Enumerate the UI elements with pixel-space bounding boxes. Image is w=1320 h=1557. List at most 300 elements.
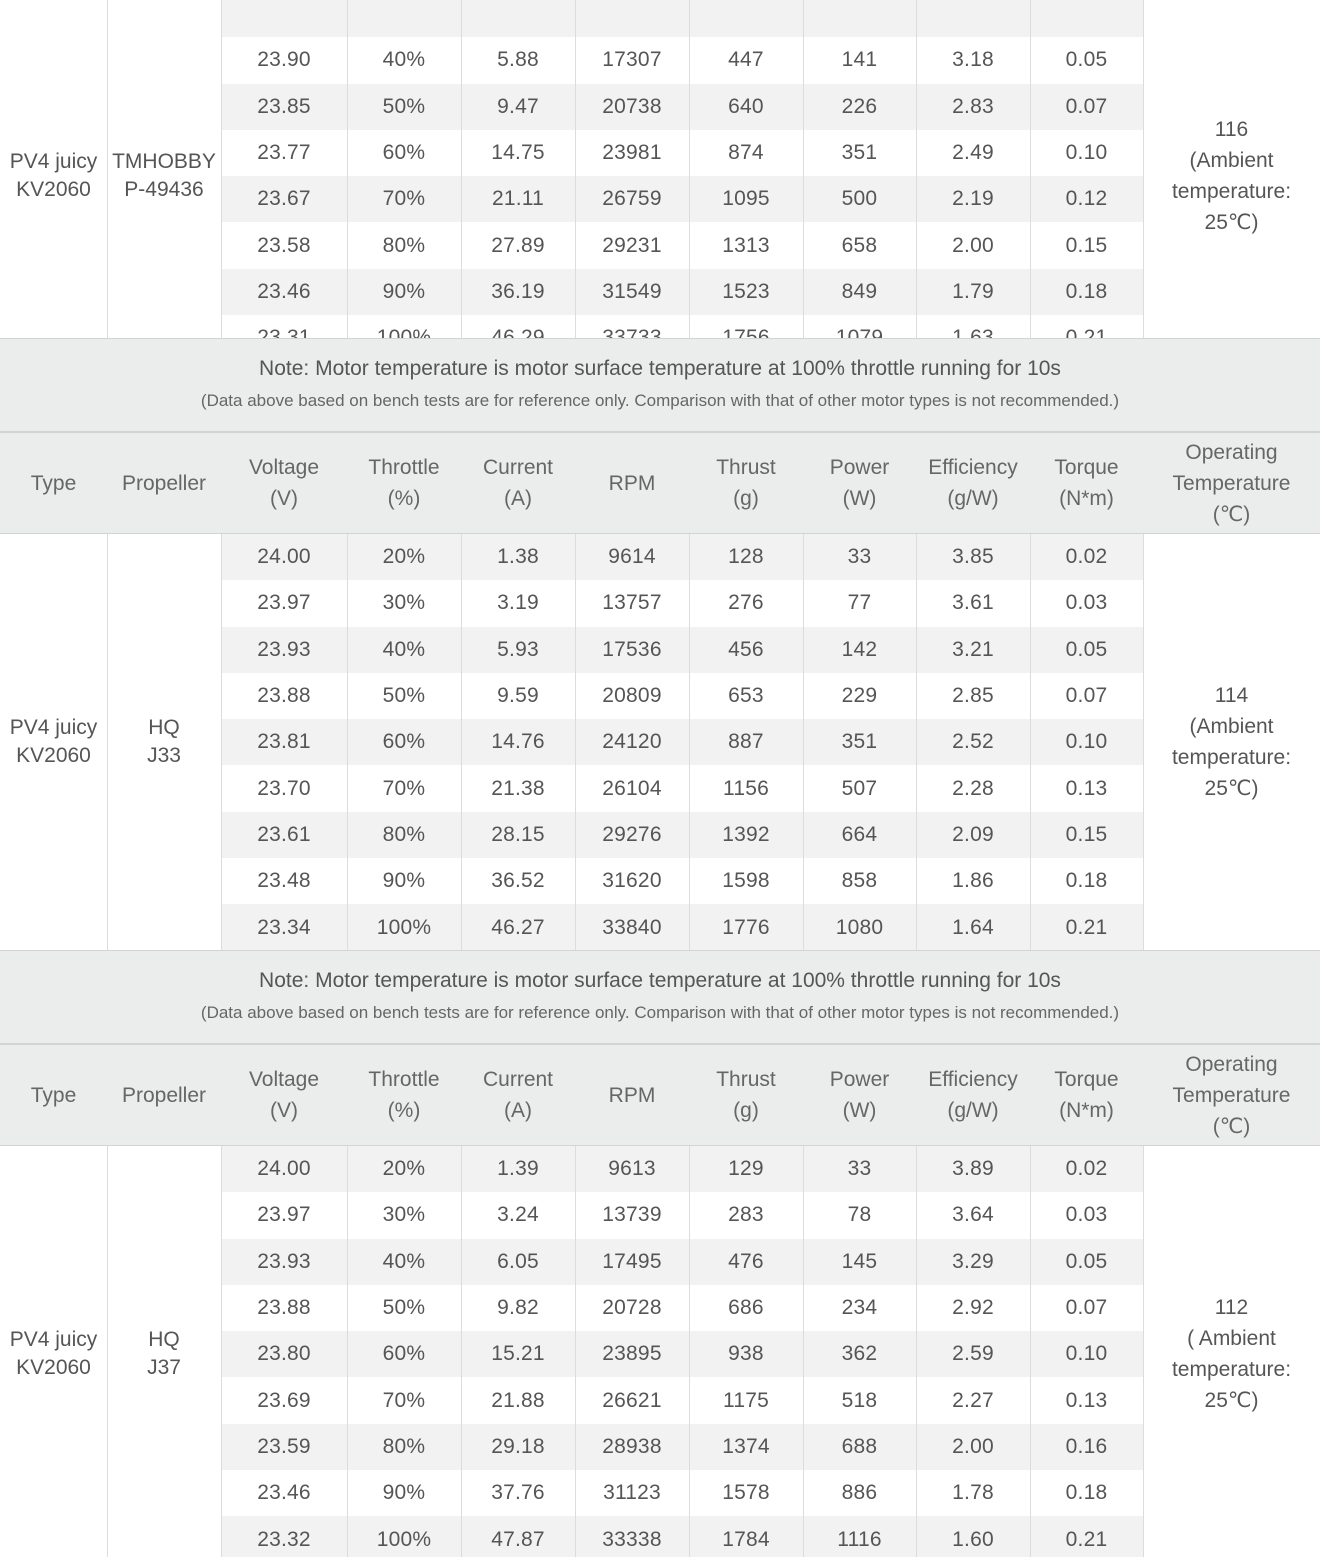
table-cell <box>347 534 461 580</box>
column-header <box>803 433 916 533</box>
column-divider <box>803 0 804 361</box>
table-cell <box>575 904 689 950</box>
cell-text: 229 <box>841 684 878 708</box>
column-header <box>575 1045 689 1145</box>
cell-text: 23.85 <box>257 94 311 118</box>
cell-text: 17495 <box>602 1249 662 1273</box>
cell-text: Operating Temperature (℃) <box>1172 1052 1291 1138</box>
table-cell <box>575 1239 689 1285</box>
column-header <box>575 433 689 533</box>
cell-text: 46.27 <box>491 915 545 939</box>
table-cell <box>689 766 803 812</box>
table-cell <box>803 1146 916 1192</box>
cell-text: 507 <box>841 776 878 800</box>
column-header <box>461 1045 575 1145</box>
table-cell <box>916 130 1030 176</box>
cell-text: Thrust (g) <box>716 1068 776 1122</box>
table-cell <box>575 1331 689 1377</box>
table-cell <box>1030 904 1143 950</box>
cell-text: 2.92 <box>952 1296 994 1320</box>
table-cell <box>461 176 575 222</box>
cell-text: 78 <box>847 1203 872 1227</box>
cell-text: PV4 juicy KV2060 <box>9 716 98 768</box>
cell-text: 500 <box>841 187 878 211</box>
table-cell <box>221 766 347 812</box>
table-cell <box>461 534 575 580</box>
table-cell <box>1030 1331 1143 1377</box>
column-header <box>461 433 575 533</box>
cell-text: 1.38 <box>497 545 539 569</box>
cell-text: 0.07 <box>1065 1296 1108 1320</box>
cell-text: 9614 <box>608 545 656 569</box>
cell-text: 80% <box>382 233 426 257</box>
cell-text: 70% <box>382 1388 426 1412</box>
table-cell <box>1030 176 1143 222</box>
table-cell <box>461 130 575 176</box>
table-cell <box>461 858 575 904</box>
table-cell <box>803 904 916 950</box>
table-cell <box>1030 1239 1143 1285</box>
column-header <box>107 433 221 533</box>
table-cell <box>803 223 916 269</box>
cell-text: 2.19 <box>952 187 994 211</box>
table-cell <box>575 1378 689 1424</box>
table-cell <box>461 1192 575 1238</box>
table-cell <box>1030 1424 1143 1470</box>
table-cell <box>221 627 347 673</box>
data-block <box>0 1146 1320 1557</box>
cell-text: 0.15 <box>1065 822 1108 846</box>
cell-text: 3.29 <box>952 1249 994 1273</box>
cell-text: 23895 <box>602 1342 662 1366</box>
cell-text: 2.59 <box>952 1342 994 1366</box>
cell-text: Operating Temperature (℃) <box>1172 440 1291 526</box>
table-cell <box>221 1285 347 1331</box>
cell-text: 100% <box>376 915 432 939</box>
table-cell <box>689 0 803 37</box>
cell-text: 40% <box>382 48 426 72</box>
cell-text: 1784 <box>722 1527 770 1551</box>
table-cell <box>1030 673 1143 719</box>
table-cell <box>461 84 575 130</box>
cell-text: 21.11 <box>492 187 544 211</box>
table-cell <box>1030 1285 1143 1331</box>
cell-text: 2.09 <box>952 822 994 846</box>
column-divider <box>461 534 462 951</box>
note-text: Note: Motor temperature is motor surface temperature at 100% throttle running for 10s <box>259 969 1061 992</box>
table-cell <box>347 1424 461 1470</box>
table-cell <box>916 673 1030 719</box>
column-header <box>916 1045 1030 1145</box>
cell-text: 33338 <box>602 1527 662 1551</box>
cell-text: 0.21 <box>1065 1527 1108 1551</box>
cell-text: 26759 <box>602 187 662 211</box>
cell-text: 23.58 <box>257 233 311 257</box>
cell-text: 886 <box>841 1481 878 1505</box>
cell-text: 50% <box>382 1296 426 1320</box>
table-cell <box>1030 534 1143 580</box>
table-cell <box>347 580 461 626</box>
cell-text: 2.83 <box>952 94 994 118</box>
table-cell <box>347 766 461 812</box>
table-cell <box>221 37 347 83</box>
table-cell <box>461 627 575 673</box>
column-divider <box>575 1146 576 1557</box>
cell-text: 3.18 <box>952 48 994 72</box>
cell-text: 0.13 <box>1065 776 1108 800</box>
cell-text: Current (A) <box>482 456 554 510</box>
table-cell <box>221 1378 347 1424</box>
table-cell <box>689 1239 803 1285</box>
table-cell <box>575 1424 689 1470</box>
column-divider <box>1030 534 1031 951</box>
table-cell <box>347 1146 461 1192</box>
table-cell <box>1030 269 1143 315</box>
column-divider <box>803 534 804 951</box>
cell-text: 23.93 <box>257 637 311 661</box>
table-cell <box>689 627 803 673</box>
table-cell <box>347 673 461 719</box>
column-divider <box>689 1146 690 1557</box>
cell-text: RPM <box>608 471 656 495</box>
table-cell <box>1030 812 1143 858</box>
table-cell <box>347 0 461 37</box>
column-divider <box>347 0 348 361</box>
cell-text: 5.93 <box>497 637 539 661</box>
table-cell <box>221 0 347 37</box>
table-cell <box>1030 1378 1143 1424</box>
motor-type-cell <box>0 0 107 361</box>
cell-text: 6.05 <box>497 1249 539 1273</box>
table-cell <box>916 84 1030 130</box>
cell-text: 13757 <box>602 591 662 615</box>
cell-text: Type <box>30 1083 77 1107</box>
cell-text: 9613 <box>608 1157 656 1181</box>
table-cell <box>689 176 803 222</box>
cell-text: 23.48 <box>257 869 311 893</box>
cell-text: 90% <box>382 279 426 303</box>
column-divider <box>803 1146 804 1557</box>
table-cell <box>575 1146 689 1192</box>
cell-text: 3.19 <box>497 591 539 615</box>
table-cell <box>1030 580 1143 626</box>
cell-text: 3.24 <box>497 1203 539 1227</box>
table-cell <box>689 223 803 269</box>
cell-text: 21.38 <box>491 776 545 800</box>
cell-text: 21.88 <box>491 1388 545 1412</box>
cell-text: 23.67 <box>257 187 311 211</box>
table-cell <box>803 1239 916 1285</box>
cell-text: 664 <box>841 822 878 846</box>
cell-text: 3.21 <box>952 637 994 661</box>
note-band <box>0 338 1320 432</box>
cell-text: 33840 <box>602 915 662 939</box>
table-cell <box>916 269 1030 315</box>
table-cell <box>803 0 916 37</box>
cell-text: 17307 <box>602 48 662 72</box>
cell-text: 351 <box>841 730 878 754</box>
cell-text: 1.79 <box>952 279 994 303</box>
cell-text: 447 <box>728 48 764 72</box>
table-cell <box>689 904 803 950</box>
cell-text: 1598 <box>722 869 770 893</box>
table-cell <box>461 719 575 765</box>
cell-text: 112 ( Ambient temperature: 25℃) <box>1171 1296 1292 1413</box>
cell-text: 1.60 <box>952 1527 994 1551</box>
table-cell <box>461 1378 575 1424</box>
cell-text: 0.21 <box>1065 915 1108 939</box>
table-cell <box>221 1331 347 1377</box>
table-cell <box>689 534 803 580</box>
table-cell <box>221 858 347 904</box>
table-cell <box>221 1516 347 1557</box>
cell-text: 80% <box>382 1434 426 1458</box>
table-cell <box>221 534 347 580</box>
cell-text: 90% <box>382 1481 426 1505</box>
cell-text: 0.10 <box>1065 1342 1108 1366</box>
cell-text: 3.85 <box>952 545 994 569</box>
table-cell <box>803 627 916 673</box>
cell-text: 30% <box>382 591 426 615</box>
cell-text: 60% <box>382 141 426 165</box>
cell-text: 47.87 <box>491 1527 545 1551</box>
cell-text: Throttle (%) <box>368 1068 440 1122</box>
column-header <box>689 433 803 533</box>
cell-text: 226 <box>841 94 878 118</box>
table-cell <box>803 1516 916 1557</box>
cell-text: 1095 <box>722 187 770 211</box>
column-header <box>0 1045 107 1145</box>
table-cell <box>916 1239 1030 1285</box>
table-cell <box>803 1192 916 1238</box>
operating-temperature-cell <box>1143 534 1320 951</box>
cell-text: 129 <box>728 1157 764 1181</box>
table-cell <box>575 534 689 580</box>
cell-text: 2.52 <box>952 730 994 754</box>
table-cell <box>347 627 461 673</box>
column-header <box>0 433 107 533</box>
cell-text: 24120 <box>602 730 662 754</box>
table-cell <box>347 130 461 176</box>
cell-text: 15.21 <box>491 1342 545 1366</box>
motor-type-cell <box>0 534 107 951</box>
cell-text: 70% <box>382 776 426 800</box>
table-cell <box>689 130 803 176</box>
table-cell <box>689 812 803 858</box>
column-divider <box>575 0 576 361</box>
table-cell <box>575 84 689 130</box>
column-header <box>1143 433 1320 533</box>
cell-text: 128 <box>728 545 764 569</box>
table-cell <box>803 269 916 315</box>
table-cell <box>916 1192 1030 1238</box>
column-header <box>347 433 461 533</box>
cell-text: 2.00 <box>952 233 994 257</box>
cell-text: 2.27 <box>952 1388 994 1412</box>
cell-text: 23.46 <box>257 279 311 303</box>
table-cell <box>461 1516 575 1557</box>
table-cell <box>916 719 1030 765</box>
cell-text: 3.61 <box>952 591 994 615</box>
cell-text: 31620 <box>602 869 662 893</box>
table-cell <box>221 812 347 858</box>
table-cell <box>1030 84 1143 130</box>
cell-text: 23.69 <box>257 1388 311 1412</box>
cell-text: 686 <box>728 1296 764 1320</box>
cell-text: 33 <box>847 1157 872 1181</box>
cell-text: HQ J33 <box>147 716 181 768</box>
cell-text: 1.64 <box>952 915 994 939</box>
table-cell <box>461 37 575 83</box>
table-cell <box>689 1378 803 1424</box>
cell-text: 23.46 <box>257 1481 311 1505</box>
table-cell <box>575 719 689 765</box>
table-cell <box>347 84 461 130</box>
cell-text: Power (W) <box>829 456 890 510</box>
cell-text: 23.32 <box>257 1527 311 1551</box>
cell-text: 1080 <box>835 915 884 939</box>
column-divider <box>347 534 348 951</box>
column-header <box>916 433 1030 533</box>
cell-text: 20% <box>382 545 426 569</box>
cell-text: 1.39 <box>497 1157 539 1181</box>
column-divider <box>1143 1146 1144 1557</box>
cell-text: 31123 <box>603 1481 661 1505</box>
table-cell <box>221 1146 347 1192</box>
cell-text: 0.02 <box>1065 1157 1108 1181</box>
table-cell <box>461 1424 575 1470</box>
column-divider <box>107 534 108 951</box>
table-cell <box>803 84 916 130</box>
cell-text: 77 <box>847 591 872 615</box>
table-cell <box>461 1239 575 1285</box>
table-cell <box>347 812 461 858</box>
cell-text: 0.05 <box>1065 48 1108 72</box>
table-cell <box>347 1285 461 1331</box>
table-cell <box>347 223 461 269</box>
cell-text: 640 <box>728 94 764 118</box>
table-cell <box>803 176 916 222</box>
cell-text: 90% <box>382 869 426 893</box>
column-header <box>107 1045 221 1145</box>
table-cell <box>803 130 916 176</box>
cell-text: Power (W) <box>829 1068 890 1122</box>
cell-text: HQ J37 <box>147 1328 181 1380</box>
column-divider <box>107 0 108 361</box>
cell-text: 26621 <box>602 1388 662 1412</box>
table-cell <box>916 176 1030 222</box>
cell-text: 1156 <box>723 776 769 800</box>
cell-text: 33 <box>847 545 872 569</box>
cell-text: 1116 <box>837 1527 882 1551</box>
cell-text: 23.70 <box>257 776 311 800</box>
cell-text: 9.59 <box>497 684 539 708</box>
column-divider <box>689 0 690 361</box>
cell-text: 476 <box>728 1249 764 1273</box>
cell-text: 9.82 <box>497 1296 539 1320</box>
cell-text: 0.16 <box>1065 1434 1108 1458</box>
table-cell <box>803 580 916 626</box>
cell-text: 24.00 <box>257 545 311 569</box>
table-cell <box>575 673 689 719</box>
cell-text: 31549 <box>602 279 662 303</box>
cell-text: 29276 <box>602 822 662 846</box>
cell-text: 20809 <box>602 684 662 708</box>
table-cell <box>916 858 1030 904</box>
table-cell <box>221 719 347 765</box>
table-cell <box>221 580 347 626</box>
table-cell <box>347 858 461 904</box>
table-cell <box>689 269 803 315</box>
table-cell <box>1030 858 1143 904</box>
cell-text: 28938 <box>602 1434 662 1458</box>
table-cell <box>347 1470 461 1516</box>
cell-text: 23.93 <box>257 1249 311 1273</box>
table-cell <box>575 130 689 176</box>
cell-text: 30% <box>382 1203 426 1227</box>
note-band <box>0 950 1320 1044</box>
cell-text: 283 <box>728 1203 764 1227</box>
cell-text: 938 <box>728 1342 764 1366</box>
cell-text: 29231 <box>602 233 662 257</box>
table-cell <box>575 858 689 904</box>
cell-text: 0.18 <box>1065 869 1108 893</box>
cell-text: 50% <box>382 94 426 118</box>
cell-text: 141 <box>841 48 878 72</box>
table-cell <box>221 1239 347 1285</box>
cell-text: Propeller <box>121 1083 207 1107</box>
column-header <box>1143 1045 1320 1145</box>
column-divider <box>916 534 917 951</box>
table-cell <box>575 37 689 83</box>
cell-text: 23.90 <box>257 48 311 72</box>
propeller-cell <box>107 534 221 951</box>
table-cell <box>803 673 916 719</box>
cell-text: 0.07 <box>1065 94 1108 118</box>
cell-text: 20738 <box>602 94 662 118</box>
table-cell <box>803 37 916 83</box>
table-cell <box>461 1470 575 1516</box>
note-text: Note: Motor temperature is motor surface temperature at 100% throttle running for 10s <box>259 357 1061 380</box>
cell-text: 1578 <box>722 1481 770 1505</box>
table-cell <box>347 37 461 83</box>
column-divider <box>221 534 222 951</box>
cell-text: 0.05 <box>1065 1249 1108 1273</box>
table-cell <box>461 580 575 626</box>
table-cell <box>1030 223 1143 269</box>
cell-text: 1175 <box>723 1388 769 1412</box>
table-cell <box>689 719 803 765</box>
cell-text: Propeller <box>121 471 207 495</box>
cell-text: Efficiency (g/W) <box>928 456 1018 510</box>
table-cell <box>575 1470 689 1516</box>
table-cell <box>461 673 575 719</box>
table-cell <box>689 580 803 626</box>
table-cell <box>221 84 347 130</box>
table-cell <box>916 223 1030 269</box>
table-cell <box>347 269 461 315</box>
column-divider <box>461 1146 462 1557</box>
cell-text: Thrust (g) <box>716 456 776 510</box>
table-cell <box>575 223 689 269</box>
table-cell <box>689 1470 803 1516</box>
cell-text: 0.10 <box>1065 141 1108 165</box>
column-divider <box>347 1146 348 1557</box>
cell-text: 1.86 <box>952 869 994 893</box>
cell-text: 36.19 <box>491 279 545 303</box>
cell-text: 37.76 <box>491 1481 545 1505</box>
table-cell <box>575 1285 689 1331</box>
